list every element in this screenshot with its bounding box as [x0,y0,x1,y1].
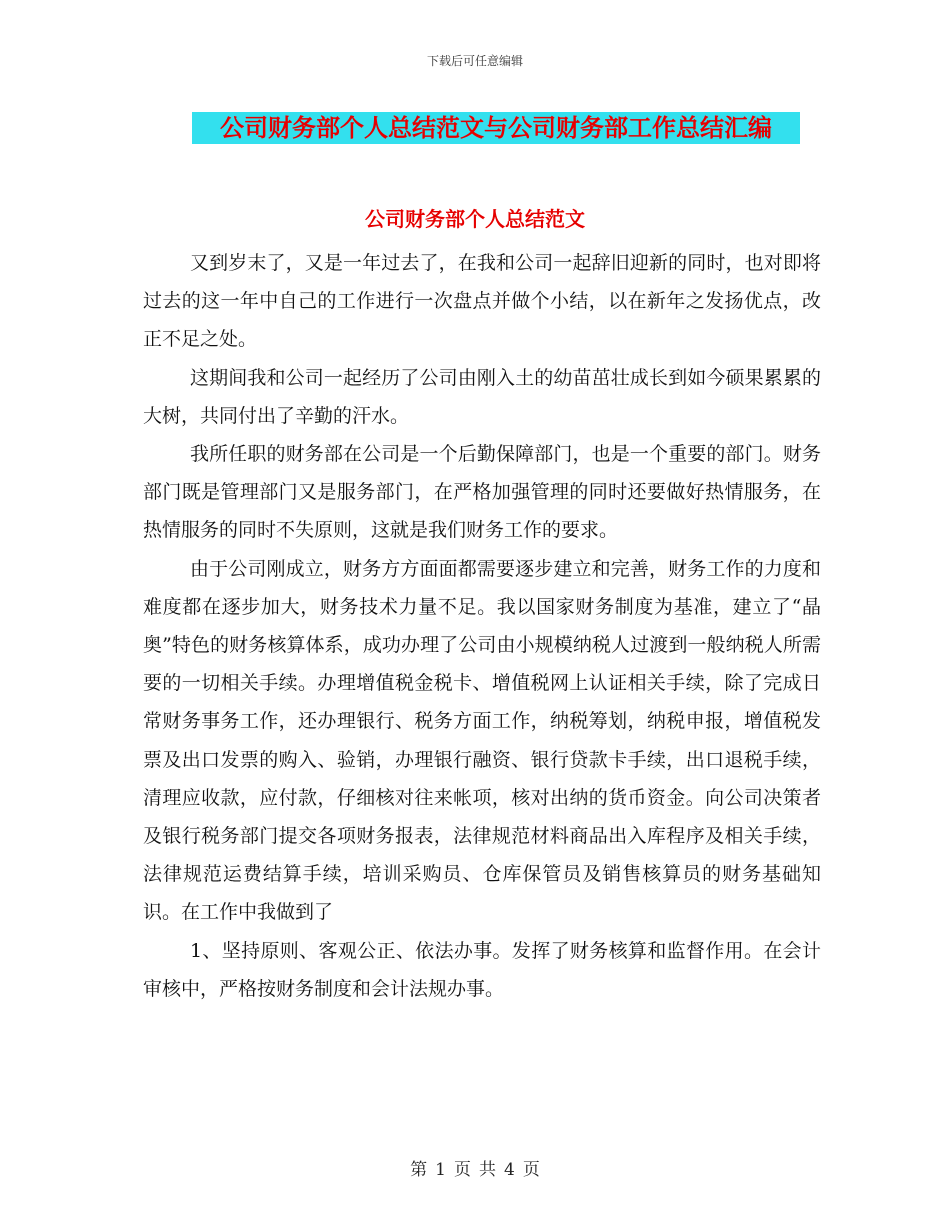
document-title: 公司财务部个人总结范文与公司财务部工作总结汇编 [192,112,800,144]
document-body [143,244,821,1008]
page-label-mid: 页 [454,1160,471,1180]
total-label-prefix: 共 [479,1160,496,1180]
page-number: 1 [435,1160,446,1180]
page-header: 下载后可任意编辑 [426,54,523,68]
paragraph: 又到岁末了，又是一年过去了，在我和公司一起辞旧迎新的同时，也对即将过去的这一年中自己的工作进行一次盘点并做个小结，以在新年之发扬优点，改正不足之处。 [143,252,821,351]
paragraph: 1、坚持原则、客观公正、依法办事。发挥了财务核算和监督作用。在会计审核中，严格按财务制度和会计法规办事。 [143,939,821,1000]
page-label-prefix: 第 [410,1160,428,1180]
total-pages: 4 [504,1160,515,1180]
section-title: 公司财务部个人总结范文 [365,207,585,231]
page-label-suffix: 页 [522,1160,540,1180]
paragraph: 这期间我和公司一起经历了公司由刚入土的幼苗茁壮成长到如今硕果累累的大树，共同付出了辛勤的汗水。 [143,366,821,427]
paragraph: 我所任职的财务部在公司是一个后勤保障部门，也是一个重要的部门。财务部门既是管理部门又是服务部门，在严格加强管理的同时还要做好热情服务，在热情服务的同时不失原则，这就是我们财务工作的要求。 [143,443,821,542]
page-footer [0,1155,950,1180]
paragraph: 由于公司刚成立，财务方方面面都需要逐步建立和完善，财务工作的力度和难度都在逐步加大，财务技术力量不足。我以国家财务制度为基准，建立了“晶奥”特色的财务核算体系，成功办理了公司由小规模纳税人过渡到一般纳税人所需要的一切相关手续。办理增值税金税卡、增值税网上认证相关手续，除了完成日常财务事务工作，还办理银行、税务方面工作，纳税筹划，纳税申报，增值税发票及出口发票的购入、验销，办理银行融资、银行贷款卡手续，出口退税手续，清理应收款，应付款，仔细核对往来帐项，核对出纳的货币资金。向公司决策者及银行税务部门提交各项财务报表，法律规范材料商品出入库程序及相关手续，法律规范运费结算手续，培训采购员、仓库保管员及销售核算员的财务基础知识。在工作中我做到了 [143,557,821,924]
